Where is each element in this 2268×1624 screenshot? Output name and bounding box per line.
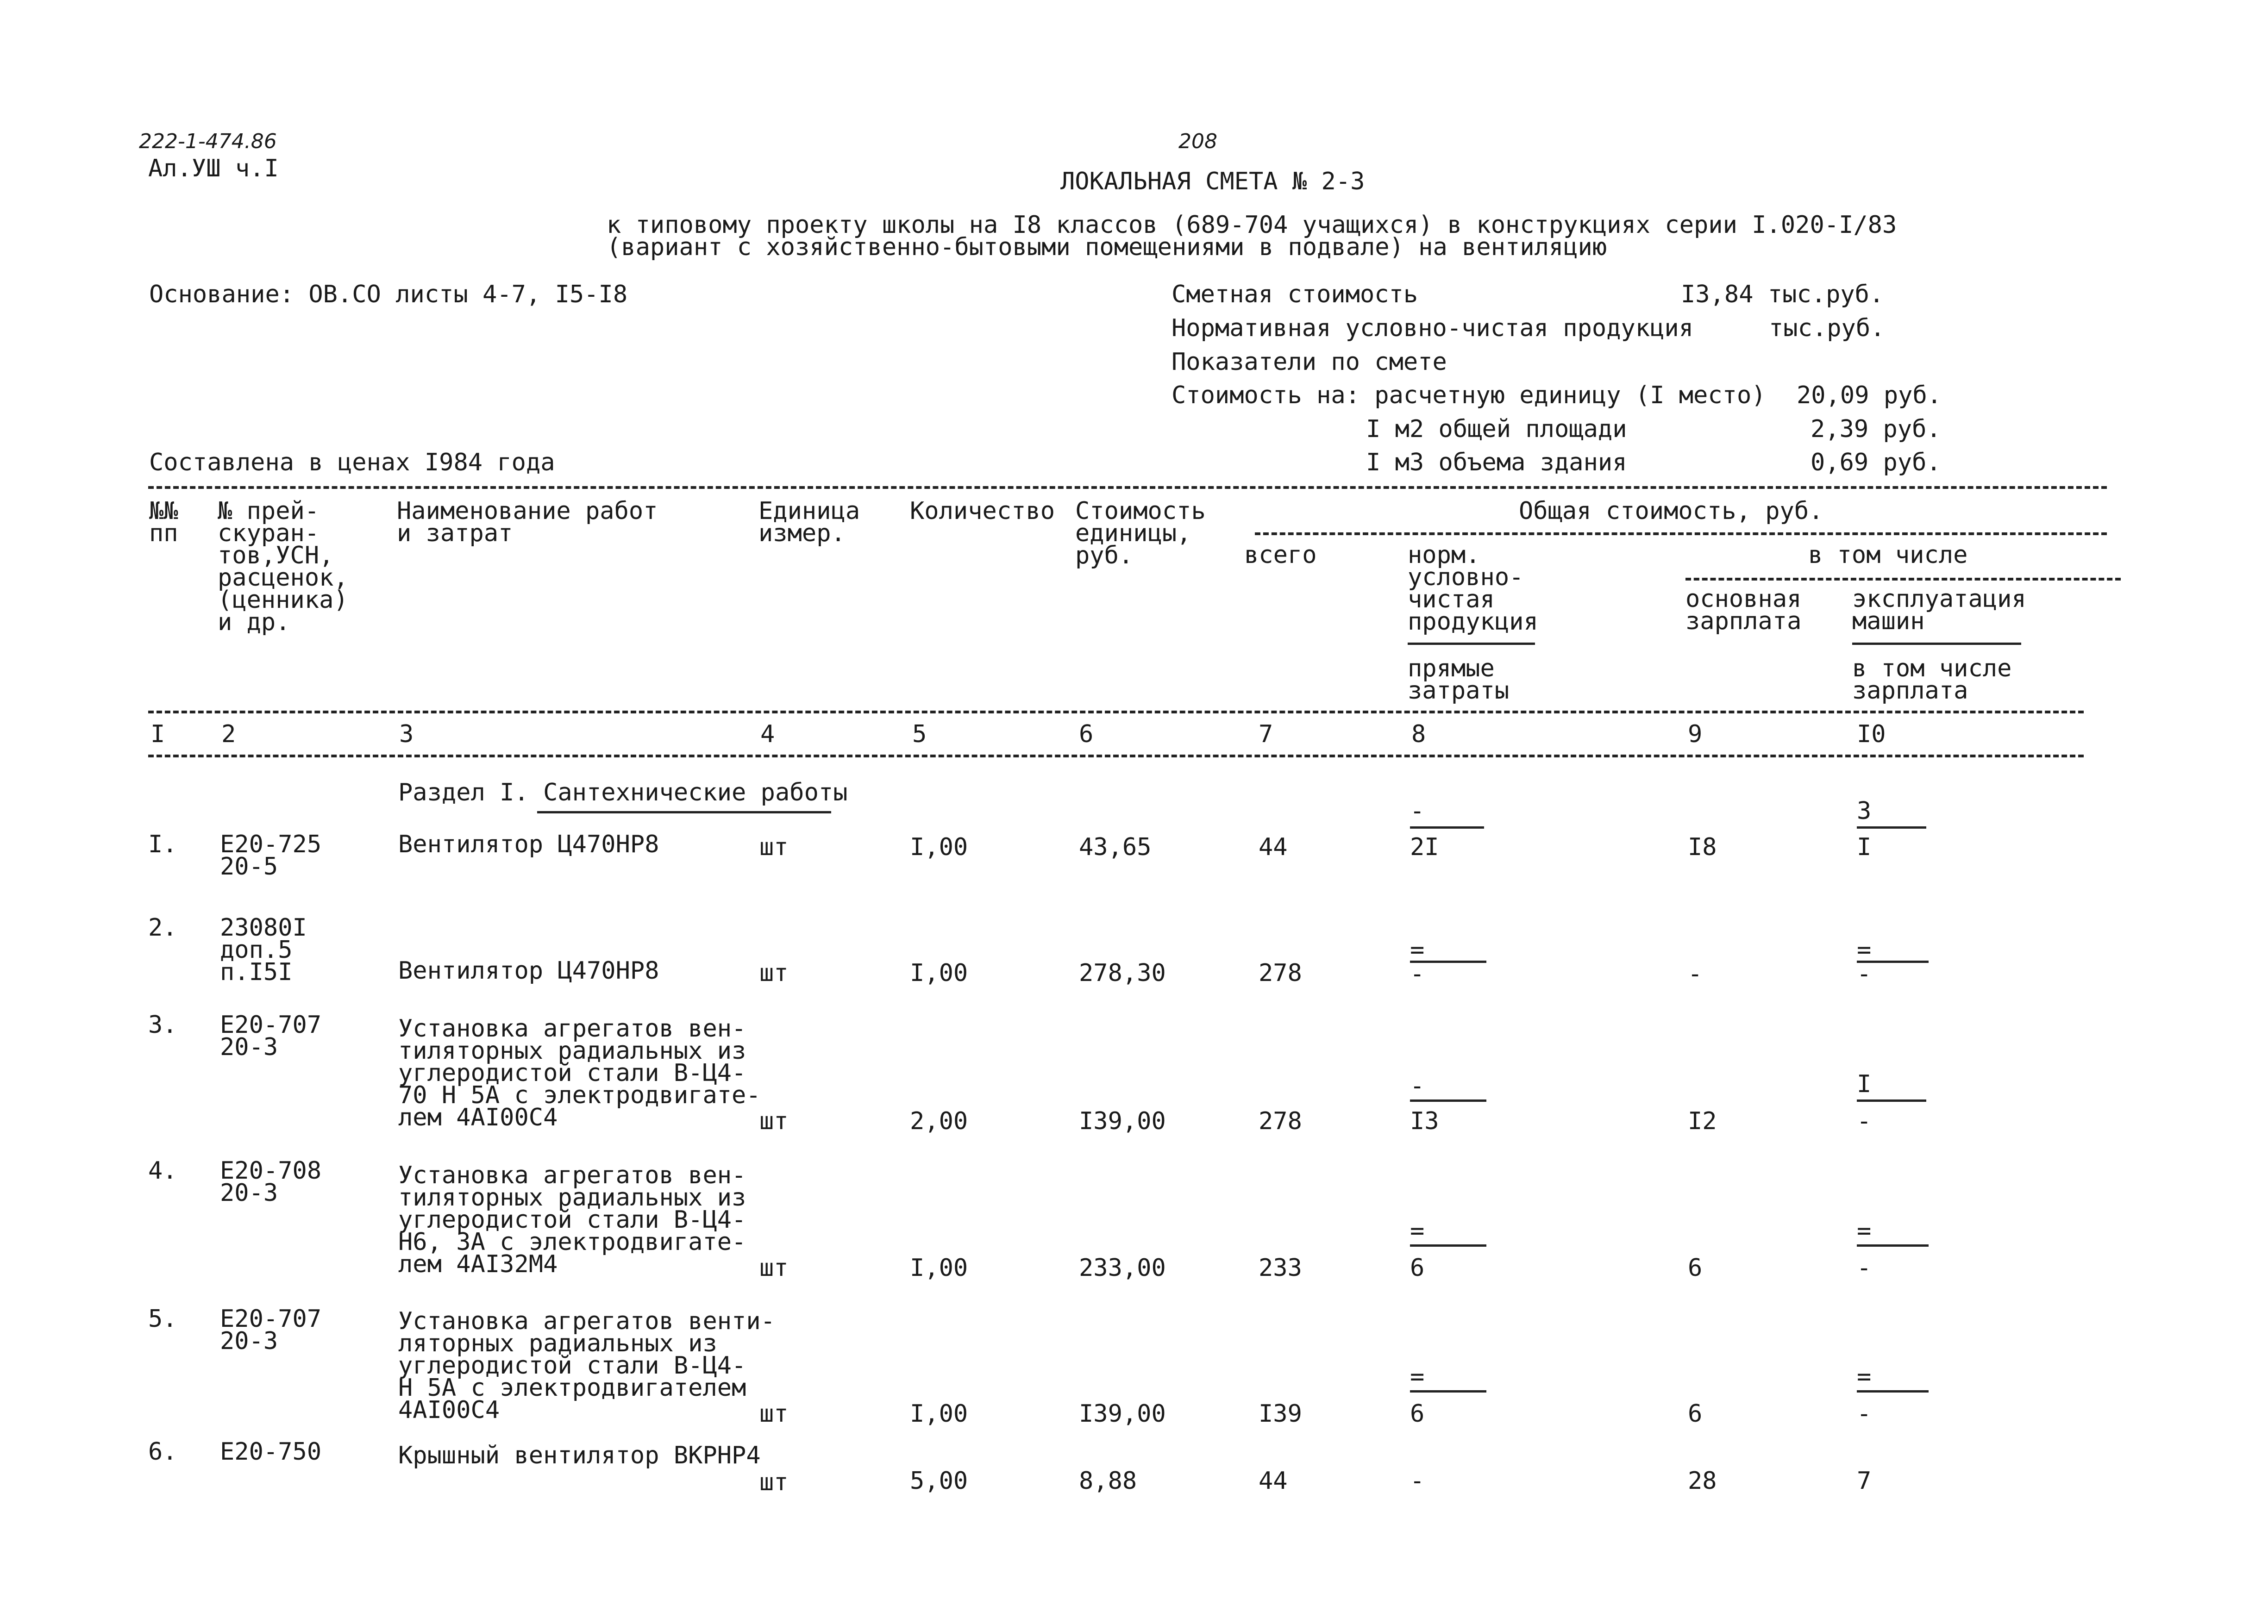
row-machine-operation: = xyxy=(1857,1363,1872,1391)
row-base-salary: 6 xyxy=(1688,1400,1703,1428)
volume-label: I м3 объема здания xyxy=(1366,449,1627,476)
row-base-salary: 6 xyxy=(1688,1254,1703,1282)
basis-text: Основание: ОВ.СО листы 4-7, I5-I8 xyxy=(149,281,628,308)
normative-value: тыс.руб. xyxy=(1769,314,1885,342)
row-code: Е20-707 20-3 xyxy=(220,1011,322,1061)
row-direct-costs: - xyxy=(1410,1467,1425,1495)
cost-per-place-value: 20,09 руб. xyxy=(1797,381,1942,409)
col-header-unit: Единица измер. xyxy=(758,497,860,547)
row-number: 4. xyxy=(148,1157,177,1185)
col-header-number: №№ пп xyxy=(149,497,178,547)
row-number: 2. xyxy=(148,914,177,942)
row-machine-salary: - xyxy=(1857,1107,1872,1135)
row-fraction-bar xyxy=(1410,1244,1486,1247)
row-base-salary: 28 xyxy=(1688,1467,1717,1495)
row-unit: шт xyxy=(759,1468,789,1496)
row-normative-production: - xyxy=(1410,1072,1425,1100)
row-fraction-bar xyxy=(1857,826,1926,829)
page-number: 208 xyxy=(1178,130,1217,153)
row-number: I. xyxy=(148,831,177,858)
row-direct-costs: - xyxy=(1410,960,1425,988)
row-unit-cost: 278,30 xyxy=(1079,959,1166,987)
row-quantity: I,00 xyxy=(910,1254,968,1282)
col-header-name: Наименование работ и затрат xyxy=(397,497,658,547)
document-code: 222-1-474.86 xyxy=(139,130,277,153)
row-machine-salary: - xyxy=(1857,1254,1872,1282)
col-number-8: 8 xyxy=(1411,720,1426,748)
subtitle-line-2: (вариант с хозяйственно-бытовыми помещениями в подвале) на вентиляцию xyxy=(607,233,1607,261)
col-header-base-salary: основная зарплата xyxy=(1685,585,1802,635)
volume-value: 0,69 руб. xyxy=(1811,449,1941,476)
row-fraction-bar xyxy=(1410,1390,1486,1393)
row-name: Крышный вентилятор ВКРНР4 xyxy=(398,1442,761,1469)
row-direct-costs: 6 xyxy=(1410,1400,1425,1428)
row-total: 278 xyxy=(1259,959,1302,987)
col-header-direct-costs: прямые затраты xyxy=(1408,655,1510,705)
col-number-9: 9 xyxy=(1688,720,1703,748)
col-number-10: I0 xyxy=(1857,720,1886,748)
row-unit-cost: 8,88 xyxy=(1079,1467,1137,1495)
row-unit-cost: 43,65 xyxy=(1079,833,1152,861)
row-fraction-bar xyxy=(1857,1244,1929,1247)
col-number-4: 4 xyxy=(760,720,775,748)
row-name: Установка агрегатов вен- тиляторных радиальных из углеродистой стали В-Ц4- Н6, 3А с электродвигате- лем 4АI32М4 xyxy=(398,1162,746,1278)
col-header-including: в том числе xyxy=(1808,541,1968,569)
row-unit: шт xyxy=(759,959,789,987)
col-header-normative-production: норм. условно- чистая продукция xyxy=(1408,541,1538,636)
section-title: Раздел I. Сантехнические работы xyxy=(398,779,848,806)
col-number-2: 2 xyxy=(221,720,236,748)
total-group-rule xyxy=(1255,532,2107,535)
album-label: Ал.УШ ч.I xyxy=(148,155,279,182)
row-quantity: 2,00 xyxy=(910,1107,968,1135)
row-unit-cost: I39,00 xyxy=(1079,1107,1166,1135)
row-machine-operation: = xyxy=(1857,936,1872,964)
table-top-rule xyxy=(148,486,2107,489)
col-header-price-list: № прей- скуран- тов,УСН, расценок, (ценника) и др. xyxy=(218,497,348,636)
row-unit: шт xyxy=(759,1400,789,1428)
col-number-6: 6 xyxy=(1079,720,1094,748)
col-number-7: 7 xyxy=(1259,720,1273,748)
estimated-cost-label: Сметная стоимость xyxy=(1172,281,1418,308)
col-header-total: всего xyxy=(1244,541,1317,569)
row-name: Установка агрегатов венти- ляторных радиальных из углеродистой стали В-Ц4- Н 5А с электродвигателем 4АI00С4 xyxy=(398,1307,775,1424)
row-machine-salary: - xyxy=(1857,1400,1872,1428)
col-number-3: 3 xyxy=(399,720,414,748)
including-rule xyxy=(1685,578,2121,581)
row-normative-production: = xyxy=(1410,1363,1425,1391)
header-bottom-rule xyxy=(148,711,2084,713)
row-code: 23080I доп.5 п.I5I xyxy=(220,914,307,986)
row-machine-salary: 7 xyxy=(1857,1467,1872,1495)
row-unit-cost: 233,00 xyxy=(1079,1254,1166,1282)
row-machine-operation: 3 xyxy=(1857,797,1872,825)
row-direct-costs: 6 xyxy=(1410,1254,1425,1282)
col-header-machine-operation: эксплуатация машин xyxy=(1852,585,2026,635)
row-fraction-bar xyxy=(1410,1099,1486,1102)
row-base-salary: I2 xyxy=(1688,1107,1717,1135)
row-direct-costs: 2I xyxy=(1410,833,1439,861)
col-header-quantity: Количество xyxy=(910,497,1055,525)
row-code: Е20-707 20-3 xyxy=(220,1305,322,1355)
col-number-1: I xyxy=(150,720,165,748)
row-normative-production: - xyxy=(1410,797,1425,825)
col-header-unit-cost: Стоимость единицы, руб. xyxy=(1075,497,1206,569)
row-machine-operation: I xyxy=(1857,1070,1872,1098)
row-unit-cost: I39,00 xyxy=(1079,1400,1166,1428)
cost-per-place-label: Стоимость на: расчетную единицу (I место) xyxy=(1172,381,1766,409)
col-number-5: 5 xyxy=(912,720,927,748)
row-name: Установка агрегатов вен- тиляторных радиальных из углеродистой стали В-Ц4- 70 Н 5А с электродвигате- лем 4АI00С4 xyxy=(398,1015,761,1131)
row-total: 278 xyxy=(1259,1107,1302,1135)
section-title-underline xyxy=(537,811,831,813)
row-unit: шт xyxy=(759,1254,789,1282)
row-normative-production: = xyxy=(1410,1217,1425,1245)
col-header-normative-underline xyxy=(1408,643,1535,645)
row-quantity: I,00 xyxy=(910,959,968,987)
row-fraction-bar xyxy=(1410,826,1484,829)
area-label: I м2 общей площади xyxy=(1366,415,1627,443)
row-name: Вентилятор Ц470НР8 xyxy=(398,831,659,858)
row-normative-production: = xyxy=(1410,936,1425,964)
row-code: Е20-708 20-3 xyxy=(220,1157,322,1207)
prices-year-text: Составлена в ценах I984 года xyxy=(149,449,555,476)
row-base-salary: - xyxy=(1688,960,1703,988)
row-name: Вентилятор Ц470НР8 xyxy=(398,957,659,985)
row-code: Е20-725 20-5 xyxy=(220,831,322,881)
normative-label: Нормативная условно-чистая продукция xyxy=(1172,314,1694,342)
col-header-machine-underline xyxy=(1852,643,2021,645)
row-quantity: I,00 xyxy=(910,1400,968,1428)
subtitle-line-1: к типовому проекту школы на I8 классов (689-704 учащихся) в конструкциях серии I.020-I/83 xyxy=(607,211,1897,239)
numbers-bottom-rule xyxy=(148,755,2084,757)
row-code: Е20-750 xyxy=(220,1438,322,1466)
row-quantity: I,00 xyxy=(910,833,968,861)
row-machine-salary: I xyxy=(1857,833,1872,861)
row-total: 44 xyxy=(1259,1467,1288,1495)
row-unit: шт xyxy=(759,1107,789,1135)
row-number: 6. xyxy=(148,1438,177,1466)
col-header-total-group: Общая стоимость, руб. xyxy=(1519,497,1823,525)
estimated-cost-value: I3,84 тыс.руб. xyxy=(1681,281,1884,308)
row-total: I39 xyxy=(1259,1400,1302,1428)
row-base-salary: I8 xyxy=(1688,833,1717,861)
row-total: 233 xyxy=(1259,1254,1302,1282)
row-direct-costs: I3 xyxy=(1410,1107,1439,1135)
row-quantity: 5,00 xyxy=(910,1467,968,1495)
row-fraction-bar xyxy=(1857,1390,1929,1393)
row-total: 44 xyxy=(1259,833,1288,861)
indicators-label: Показатели по смете xyxy=(1172,348,1447,376)
row-fraction-bar xyxy=(1857,1099,1926,1102)
document-title: ЛОКАЛЬНАЯ СМЕТА № 2-3 xyxy=(1060,168,1365,195)
row-number: 5. xyxy=(148,1305,177,1333)
row-number: 3. xyxy=(148,1011,177,1039)
col-header-incl-salary: в том числе зарплата xyxy=(1852,655,2012,705)
row-machine-operation: = xyxy=(1857,1217,1872,1245)
row-machine-salary: - xyxy=(1857,960,1872,988)
row-unit: шт xyxy=(759,833,789,861)
area-value: 2,39 руб. xyxy=(1811,415,1941,443)
